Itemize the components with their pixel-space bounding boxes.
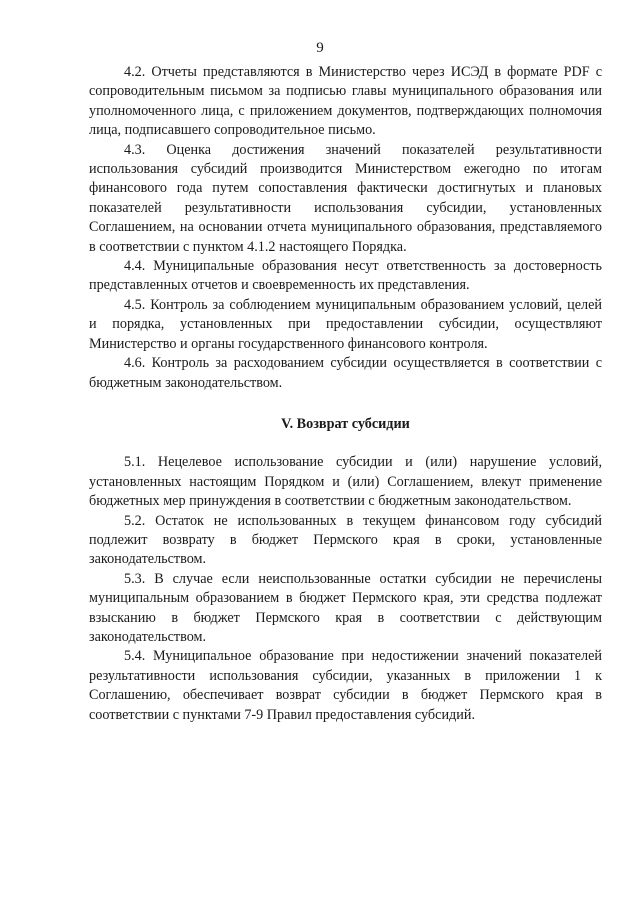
paragraph-4-3: 4.3. Оценка достижения значений показателей результативности использования субсидий производится Министерством ежегодно по итогам финансового года путем сопоставления фактически достигнутых и плановых показателей результативности использования субсидии, установленных Соглашением, на основании отчета муниципального образования, представляемого в соответствии с пунктом 4.1.2 настоящего Порядка.	[89, 141, 602, 255]
paragraph-4-2: 4.2. Отчеты представляются в Министерство через ИСЭД в формате PDF с сопроводительным письмом за подписью главы муниципального образования или уполномоченного лица, с приложением документов, подтверждающих полномочия лица, подписавшего сопроводительное письмо.	[89, 64, 602, 139]
page-number: 9	[316, 40, 324, 56]
section-heading-v: V. Возврат субсидии	[281, 415, 410, 432]
paragraph-4-5: 4.5. Контроль за соблюдением муниципальным образованием условий, целей и порядка, установленных при предоставлении субсидии, осуществляют Министерство и органы государственного финансового контроля.	[89, 296, 602, 352]
paragraph-4-6: 4.6. Контроль за расходованием субсидии осуществляется в соответствии с бюджетным законодательством.	[89, 355, 602, 391]
paragraph-5-2: 5.2. Остаток не использованных в текущем финансовом году субсидий подлежит возврату в бюджет Пермского края в сроки, установленные законодательством.	[89, 512, 602, 568]
document-body	[89, 63, 602, 725]
paragraph-4-4: 4.4. Муниципальные образования несут ответственность за достоверность представленных отчетов и своевременность их представления.	[89, 258, 602, 294]
paragraph-5-1: 5.1. Нецелевое использование субсидии и (или) нарушение условий, установленных настоящим Порядком и (или) Соглашением, влекут применение бюджетных мер принуждения в соответствии с бюджетным законодательством.	[89, 454, 602, 510]
paragraph-5-4: 5.4. Муниципальное образование при недостижении значений показателей результативности использования субсидии, указанных в приложении 1 к Соглашению, обеспечивает возврат субсидии в бюджет Пермского края в соответствии с пунктами 7-9 Правил предоставления субсидий.	[89, 648, 602, 723]
paragraph-5-3: 5.3. В случае если неиспользованные остатки субсидии не перечислены муниципальным образованием в бюджет Пермского края, эти средства подлежат взысканию в бюджет Пермского края в соответствии с действующим законодательством.	[89, 570, 602, 645]
